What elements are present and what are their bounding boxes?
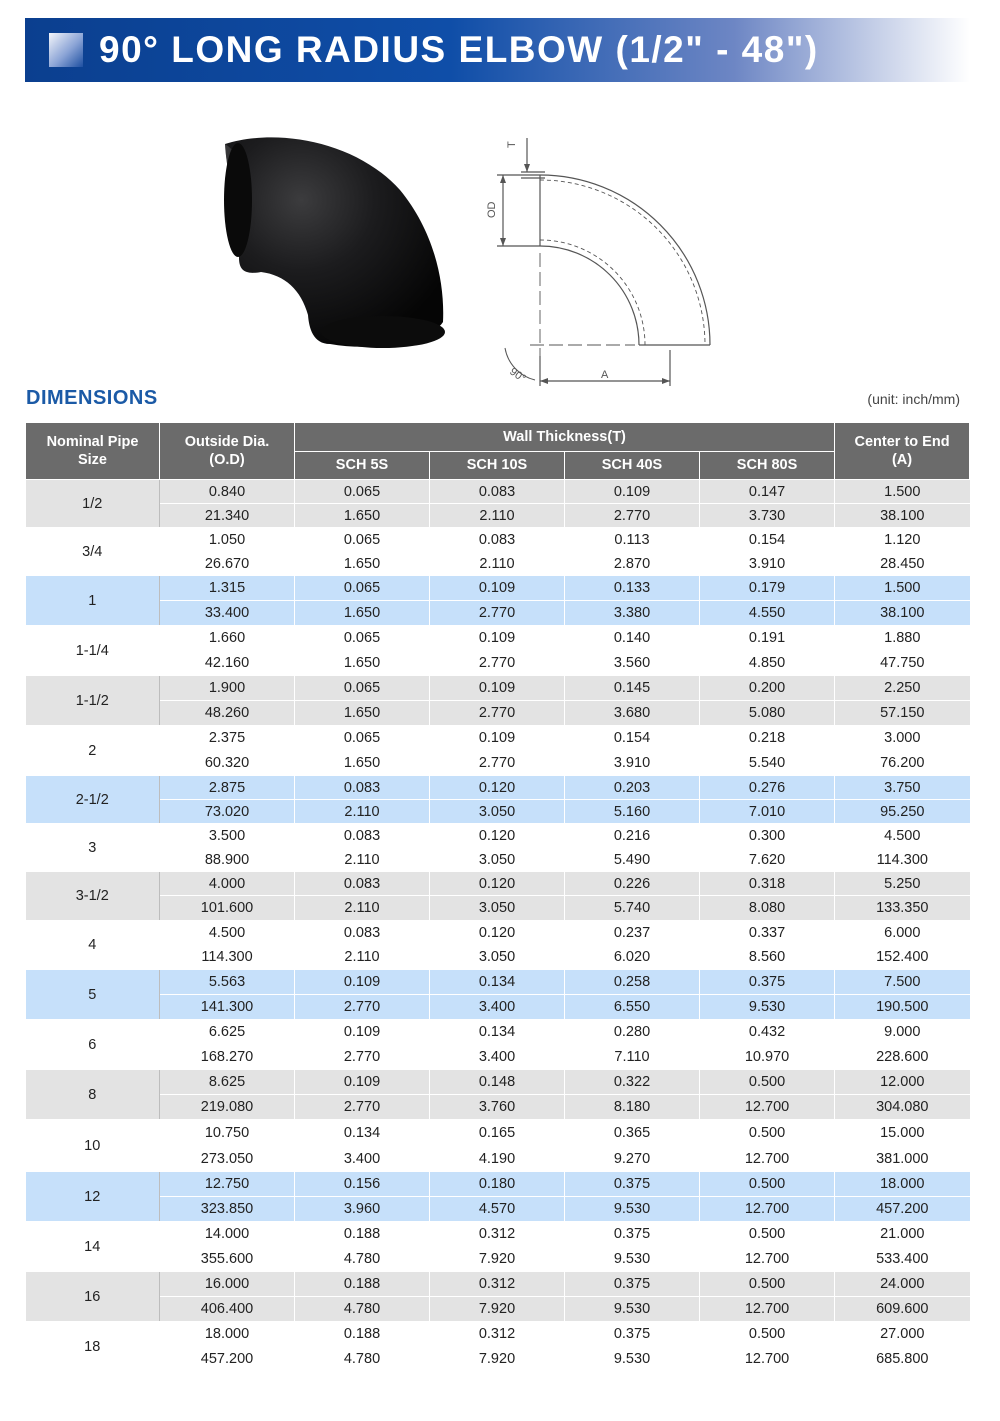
title-banner [25, 18, 970, 82]
section-title: DIMENSIONS [26, 387, 158, 409]
cell-mm-value: 12.700 [700, 1297, 835, 1322]
cell-mm-value: 7.110 [565, 1045, 700, 1070]
cell-mm-value: 9.530 [700, 995, 835, 1020]
cell-inch-value: 0.156 [295, 1172, 430, 1197]
cell-inch-value: 0.375 [700, 970, 835, 995]
cell-inch-value: 0.432 [700, 1020, 835, 1045]
cell-inch-value: 0.109 [430, 576, 565, 601]
cell-inch-value: 2.250 [835, 676, 970, 701]
header-center-to-end: Center to End (A) [835, 423, 970, 480]
cell-inch-value: 0.500 [700, 1222, 835, 1247]
cell-mm-value: 2.770 [565, 504, 700, 528]
cell-inch-value: 7.500 [835, 970, 970, 995]
cell-mm-value: 1.650 [295, 651, 430, 676]
table-row [26, 1070, 970, 1095]
cell-inch-value: 0.065 [295, 726, 430, 751]
cell-inch-value: 0.148 [430, 1070, 565, 1095]
table-row [26, 1172, 970, 1197]
cell-mm-value: 76.200 [835, 751, 970, 776]
cell-inch-value: 0.312 [430, 1322, 565, 1347]
cell-mm-value: 3.560 [565, 651, 700, 676]
cell-nominal-size: 18 [26, 1322, 160, 1372]
cell-mm-value: 4.190 [430, 1146, 565, 1172]
cell-mm-value: 1.650 [295, 751, 430, 776]
header-nominal-size: Nominal Pipe Size [26, 423, 160, 480]
page-title: 90° LONG RADIUS ELBOW (1/2" - 48") [99, 29, 819, 70]
cell-mm-value: 133.350 [835, 896, 970, 921]
cell-mm-value: 5.080 [700, 701, 835, 726]
cell-mm-value: 3.380 [565, 601, 700, 626]
cell-mm-value: 21.340 [160, 504, 295, 528]
cell-mm-value: 4.850 [700, 651, 835, 676]
cell-nominal-size: 2-1/2 [26, 776, 160, 824]
cell-inch-value: 0.226 [565, 872, 700, 896]
cell-inch-value: 0.109 [430, 726, 565, 751]
unit-note: (unit: inch/mm) [867, 391, 960, 407]
cell-mm-value: 3.680 [565, 701, 700, 726]
table-row [26, 528, 970, 552]
cell-inch-value: 0.500 [700, 1322, 835, 1347]
table-row [26, 576, 970, 601]
cell-inch-value: 0.134 [430, 1020, 565, 1045]
cell-inch-value: 0.300 [700, 824, 835, 848]
cell-inch-value: 0.109 [430, 676, 565, 701]
table-row [26, 480, 970, 504]
cell-mm-value: 3.730 [700, 504, 835, 528]
cell-nominal-size: 14 [26, 1222, 160, 1272]
cell-mm-value: 219.080 [160, 1095, 295, 1120]
cell-mm-value: 533.400 [835, 1247, 970, 1272]
cell-inch-value: 24.000 [835, 1272, 970, 1297]
cell-inch-value: 21.000 [835, 1222, 970, 1247]
header-sch80s: SCH 80S [700, 451, 835, 480]
cell-inch-value: 0.180 [430, 1172, 565, 1197]
cell-mm-value: 42.160 [160, 651, 295, 676]
cell-mm-value: 7.920 [430, 1247, 565, 1272]
cell-inch-value: 0.375 [565, 1222, 700, 1247]
cell-inch-value: 0.083 [430, 528, 565, 552]
cell-mm-value: 101.600 [160, 896, 295, 921]
cell-mm-value: 73.020 [160, 800, 295, 824]
cell-mm-value: 2.770 [430, 701, 565, 726]
cell-mm-value: 114.300 [835, 848, 970, 872]
cell-mm-value: 2.870 [565, 552, 700, 576]
cell-inch-value: 12.750 [160, 1172, 295, 1197]
cell-mm-value: 48.260 [160, 701, 295, 726]
cell-mm-value: 152.400 [835, 945, 970, 970]
cell-mm-value: 1.650 [295, 601, 430, 626]
cell-inch-value: 0.109 [295, 1070, 430, 1095]
dimensions-table [25, 422, 970, 1372]
cell-inch-value: 0.312 [430, 1222, 565, 1247]
cell-inch-value: 4.500 [835, 824, 970, 848]
cell-inch-value: 0.065 [295, 626, 430, 651]
cell-inch-value: 1.500 [835, 576, 970, 601]
cell-mm-value: 9.530 [565, 1197, 700, 1222]
table-row [26, 1197, 970, 1222]
cell-mm-value: 4.780 [295, 1297, 430, 1322]
cell-mm-value: 5.540 [700, 751, 835, 776]
cell-mm-value: 2.770 [295, 1045, 430, 1070]
table-row [26, 1322, 970, 1347]
cell-mm-value: 12.700 [700, 1095, 835, 1120]
cell-inch-value: 0.083 [295, 872, 430, 896]
table-row [26, 1146, 970, 1172]
header-sch5s: SCH 5S [295, 451, 430, 480]
banner-square-icon [49, 33, 83, 67]
cell-nominal-size: 8 [26, 1070, 160, 1120]
cell-mm-value: 38.100 [835, 504, 970, 528]
cell-mm-value: 141.300 [160, 995, 295, 1020]
table-row [26, 751, 970, 776]
table-row [26, 1222, 970, 1247]
header-wall-thickness: Wall Thickness(T) [295, 423, 835, 452]
cell-inch-value: 0.109 [565, 480, 700, 504]
cell-inch-value: 0.191 [700, 626, 835, 651]
table-row [26, 626, 970, 651]
cell-mm-value: 114.300 [160, 945, 295, 970]
a-label: A [601, 369, 609, 381]
table-row [26, 1095, 970, 1120]
cell-inch-value: 3.000 [835, 726, 970, 751]
cell-mm-value: 228.600 [835, 1045, 970, 1070]
cell-nominal-size: 5 [26, 970, 160, 1020]
cell-inch-value: 12.000 [835, 1070, 970, 1095]
cell-inch-value: 0.188 [295, 1222, 430, 1247]
cell-mm-value: 8.560 [700, 945, 835, 970]
cell-nominal-size: 1 [26, 576, 160, 626]
cell-mm-value: 47.750 [835, 651, 970, 676]
cell-nominal-size: 1-1/2 [26, 676, 160, 726]
cell-inch-value: 0.134 [295, 1120, 430, 1146]
cell-mm-value: 88.900 [160, 848, 295, 872]
cell-mm-value: 3.760 [430, 1095, 565, 1120]
cell-inch-value: 0.500 [700, 1172, 835, 1197]
cell-mm-value: 7.920 [430, 1297, 565, 1322]
cell-inch-value: 0.218 [700, 726, 835, 751]
table-row [26, 552, 970, 576]
cell-mm-value: 355.600 [160, 1247, 295, 1272]
cell-inch-value: 0.109 [430, 626, 565, 651]
cell-inch-value: 0.065 [295, 676, 430, 701]
cell-mm-value: 4.570 [430, 1197, 565, 1222]
elbow-drawing [485, 128, 715, 393]
table-row [26, 676, 970, 701]
cell-mm-value: 3.400 [430, 1045, 565, 1070]
cell-inch-value: 0.216 [565, 824, 700, 848]
cell-inch-value: 5.250 [835, 872, 970, 896]
cell-inch-value: 16.000 [160, 1272, 295, 1297]
cell-mm-value: 6.020 [565, 945, 700, 970]
cell-inch-value: 5.563 [160, 970, 295, 995]
cell-mm-value: 323.850 [160, 1197, 295, 1222]
cell-mm-value: 1.650 [295, 504, 430, 528]
cell-nominal-size: 1/2 [26, 480, 160, 528]
cell-mm-value: 38.100 [835, 601, 970, 626]
cell-inch-value: 0.120 [430, 824, 565, 848]
cell-inch-value: 2.875 [160, 776, 295, 800]
table-row [26, 601, 970, 626]
cell-inch-value: 1.500 [835, 480, 970, 504]
cell-inch-value: 0.109 [295, 1020, 430, 1045]
cell-inch-value: 1.660 [160, 626, 295, 651]
cell-inch-value: 6.000 [835, 921, 970, 945]
cell-inch-value: 0.165 [430, 1120, 565, 1146]
table-row [26, 921, 970, 945]
table-row [26, 726, 970, 751]
cell-mm-value: 8.180 [565, 1095, 700, 1120]
cell-inch-value: 0.120 [430, 872, 565, 896]
cell-inch-value: 0.500 [700, 1070, 835, 1095]
cell-mm-value: 3.910 [700, 552, 835, 576]
cell-inch-value: 0.147 [700, 480, 835, 504]
cell-inch-value: 0.237 [565, 921, 700, 945]
cell-inch-value: 0.276 [700, 776, 835, 800]
cell-mm-value: 5.160 [565, 800, 700, 824]
cell-inch-value: 1.050 [160, 528, 295, 552]
cell-inch-value: 8.625 [160, 1070, 295, 1095]
table-row [26, 1272, 970, 1297]
cell-mm-value: 9.270 [565, 1146, 700, 1172]
cell-inch-value: 27.000 [835, 1322, 970, 1347]
table-row [26, 848, 970, 872]
cell-inch-value: 0.500 [700, 1120, 835, 1146]
cell-inch-value: 10.750 [160, 1120, 295, 1146]
cell-inch-value: 1.315 [160, 576, 295, 601]
cell-inch-value: 0.109 [295, 970, 430, 995]
cell-mm-value: 2.110 [295, 945, 430, 970]
cell-inch-value: 0.083 [295, 776, 430, 800]
cell-mm-value: 8.080 [700, 896, 835, 921]
cell-mm-value: 3.050 [430, 800, 565, 824]
cell-inch-value: 1.120 [835, 528, 970, 552]
cell-inch-value: 0.083 [430, 480, 565, 504]
cell-mm-value: 9.530 [565, 1297, 700, 1322]
cell-inch-value: 0.375 [565, 1272, 700, 1297]
cell-inch-value: 0.179 [700, 576, 835, 601]
cell-mm-value: 95.250 [835, 800, 970, 824]
cell-inch-value: 18.000 [835, 1172, 970, 1197]
cell-inch-value: 15.000 [835, 1120, 970, 1146]
angle-label: 90° [507, 365, 528, 386]
cell-nominal-size: 2 [26, 726, 160, 776]
cell-mm-value: 3.960 [295, 1197, 430, 1222]
table-row [26, 824, 970, 848]
cell-nominal-size: 6 [26, 1020, 160, 1070]
cell-mm-value: 2.770 [295, 995, 430, 1020]
cell-inch-value: 0.083 [295, 921, 430, 945]
cell-inch-value: 0.083 [295, 824, 430, 848]
cell-mm-value: 28.450 [835, 552, 970, 576]
cell-mm-value: 2.770 [295, 1095, 430, 1120]
cell-inch-value: 0.840 [160, 480, 295, 504]
cell-mm-value: 12.700 [700, 1146, 835, 1172]
cell-mm-value: 6.550 [565, 995, 700, 1020]
cell-mm-value: 406.400 [160, 1297, 295, 1322]
cell-mm-value: 4.780 [295, 1347, 430, 1372]
cell-inch-value: 0.200 [700, 676, 835, 701]
cell-mm-value: 3.400 [430, 995, 565, 1020]
cell-mm-value: 57.150 [835, 701, 970, 726]
cell-nominal-size: 16 [26, 1272, 160, 1322]
cell-inch-value: 2.375 [160, 726, 295, 751]
table-row [26, 701, 970, 726]
cell-mm-value: 60.320 [160, 751, 295, 776]
cell-inch-value: 4.000 [160, 872, 295, 896]
cell-mm-value: 304.080 [835, 1095, 970, 1120]
cell-nominal-size: 3 [26, 824, 160, 872]
cell-inch-value: 0.065 [295, 480, 430, 504]
cell-inch-value: 0.140 [565, 626, 700, 651]
cell-inch-value: 0.120 [430, 921, 565, 945]
table-row [26, 776, 970, 800]
cell-inch-value: 0.188 [295, 1272, 430, 1297]
cell-mm-value: 190.500 [835, 995, 970, 1020]
cell-inch-value: 0.322 [565, 1070, 700, 1095]
table-row [26, 1045, 970, 1070]
cell-inch-value: 0.365 [565, 1120, 700, 1146]
cell-mm-value: 2.110 [295, 800, 430, 824]
cell-inch-value: 1.900 [160, 676, 295, 701]
od-label: OD [486, 201, 498, 218]
cell-mm-value: 685.800 [835, 1347, 970, 1372]
cell-nominal-size: 1-1/4 [26, 626, 160, 676]
cell-mm-value: 5.740 [565, 896, 700, 921]
cell-inch-value: 0.154 [565, 726, 700, 751]
elbow-photo [205, 130, 455, 360]
cell-inch-value: 3.500 [160, 824, 295, 848]
cell-mm-value: 3.050 [430, 896, 565, 921]
cell-inch-value: 14.000 [160, 1222, 295, 1247]
cell-inch-value: 6.625 [160, 1020, 295, 1045]
cell-inch-value: 0.312 [430, 1272, 565, 1297]
cell-nominal-size: 4 [26, 921, 160, 970]
t-label: T [506, 141, 518, 148]
cell-mm-value: 9.530 [565, 1247, 700, 1272]
cell-nominal-size: 3-1/2 [26, 872, 160, 921]
table-row [26, 800, 970, 824]
cell-mm-value: 1.650 [295, 552, 430, 576]
cell-mm-value: 2.110 [430, 552, 565, 576]
cell-inch-value: 0.318 [700, 872, 835, 896]
table-row [26, 995, 970, 1020]
cell-mm-value: 457.200 [160, 1347, 295, 1372]
cell-mm-value: 4.780 [295, 1247, 430, 1272]
cell-mm-value: 2.110 [295, 896, 430, 921]
cell-mm-value: 2.110 [295, 848, 430, 872]
table-row [26, 504, 970, 528]
cell-mm-value: 2.770 [430, 651, 565, 676]
cell-inch-value: 1.880 [835, 626, 970, 651]
cell-inch-value: 0.134 [430, 970, 565, 995]
cell-inch-value: 0.065 [295, 528, 430, 552]
header-sch40s: SCH 40S [565, 451, 700, 480]
cell-inch-value: 0.065 [295, 576, 430, 601]
table-row [26, 1347, 970, 1372]
cell-inch-value: 0.375 [565, 1322, 700, 1347]
cell-inch-value: 0.145 [565, 676, 700, 701]
table-row [26, 872, 970, 896]
cell-mm-value: 7.920 [430, 1347, 565, 1372]
cell-inch-value: 0.375 [565, 1172, 700, 1197]
table-row [26, 896, 970, 921]
cell-inch-value: 0.500 [700, 1272, 835, 1297]
cell-inch-value: 0.203 [565, 776, 700, 800]
cell-inch-value: 0.280 [565, 1020, 700, 1045]
cell-mm-value: 10.970 [700, 1045, 835, 1070]
cell-mm-value: 2.110 [430, 504, 565, 528]
cell-nominal-size: 3/4 [26, 528, 160, 576]
table-row [26, 970, 970, 995]
header-outside-dia: Outside Dia. (O.D) [160, 423, 295, 480]
cell-mm-value: 5.490 [565, 848, 700, 872]
cell-mm-value: 3.400 [295, 1146, 430, 1172]
cell-inch-value: 0.258 [565, 970, 700, 995]
cell-mm-value: 7.010 [700, 800, 835, 824]
cell-mm-value: 2.770 [430, 601, 565, 626]
cell-mm-value: 4.550 [700, 601, 835, 626]
cell-mm-value: 3.050 [430, 848, 565, 872]
cell-mm-value: 609.600 [835, 1297, 970, 1322]
table-row [26, 1247, 970, 1272]
cell-mm-value: 9.530 [565, 1347, 700, 1372]
cell-mm-value: 273.050 [160, 1146, 295, 1172]
table-row [26, 1120, 970, 1146]
cell-mm-value: 7.620 [700, 848, 835, 872]
cell-mm-value: 3.910 [565, 751, 700, 776]
cell-inch-value: 4.500 [160, 921, 295, 945]
cell-inch-value: 3.750 [835, 776, 970, 800]
cell-mm-value: 457.200 [835, 1197, 970, 1222]
cell-mm-value: 12.700 [700, 1347, 835, 1372]
cell-inch-value: 0.120 [430, 776, 565, 800]
cell-mm-value: 12.700 [700, 1197, 835, 1222]
cell-inch-value: 0.188 [295, 1322, 430, 1347]
table-row [26, 1297, 970, 1322]
cell-mm-value: 12.700 [700, 1247, 835, 1272]
cell-mm-value: 2.770 [430, 751, 565, 776]
cell-mm-value: 381.000 [835, 1146, 970, 1172]
header-sch10s: SCH 10S [430, 451, 565, 480]
cell-nominal-size: 10 [26, 1120, 160, 1172]
cell-mm-value: 26.670 [160, 552, 295, 576]
cell-nominal-size: 12 [26, 1172, 160, 1222]
cell-mm-value: 1.650 [295, 701, 430, 726]
cell-inch-value: 0.337 [700, 921, 835, 945]
cell-inch-value: 0.113 [565, 528, 700, 552]
table-row [26, 945, 970, 970]
cell-mm-value: 168.270 [160, 1045, 295, 1070]
cell-inch-value: 9.000 [835, 1020, 970, 1045]
cell-mm-value: 33.400 [160, 601, 295, 626]
cell-inch-value: 18.000 [160, 1322, 295, 1347]
cell-mm-value: 3.050 [430, 945, 565, 970]
table-row [26, 1020, 970, 1045]
cell-inch-value: 0.154 [700, 528, 835, 552]
cell-inch-value: 0.133 [565, 576, 700, 601]
table-row [26, 651, 970, 676]
